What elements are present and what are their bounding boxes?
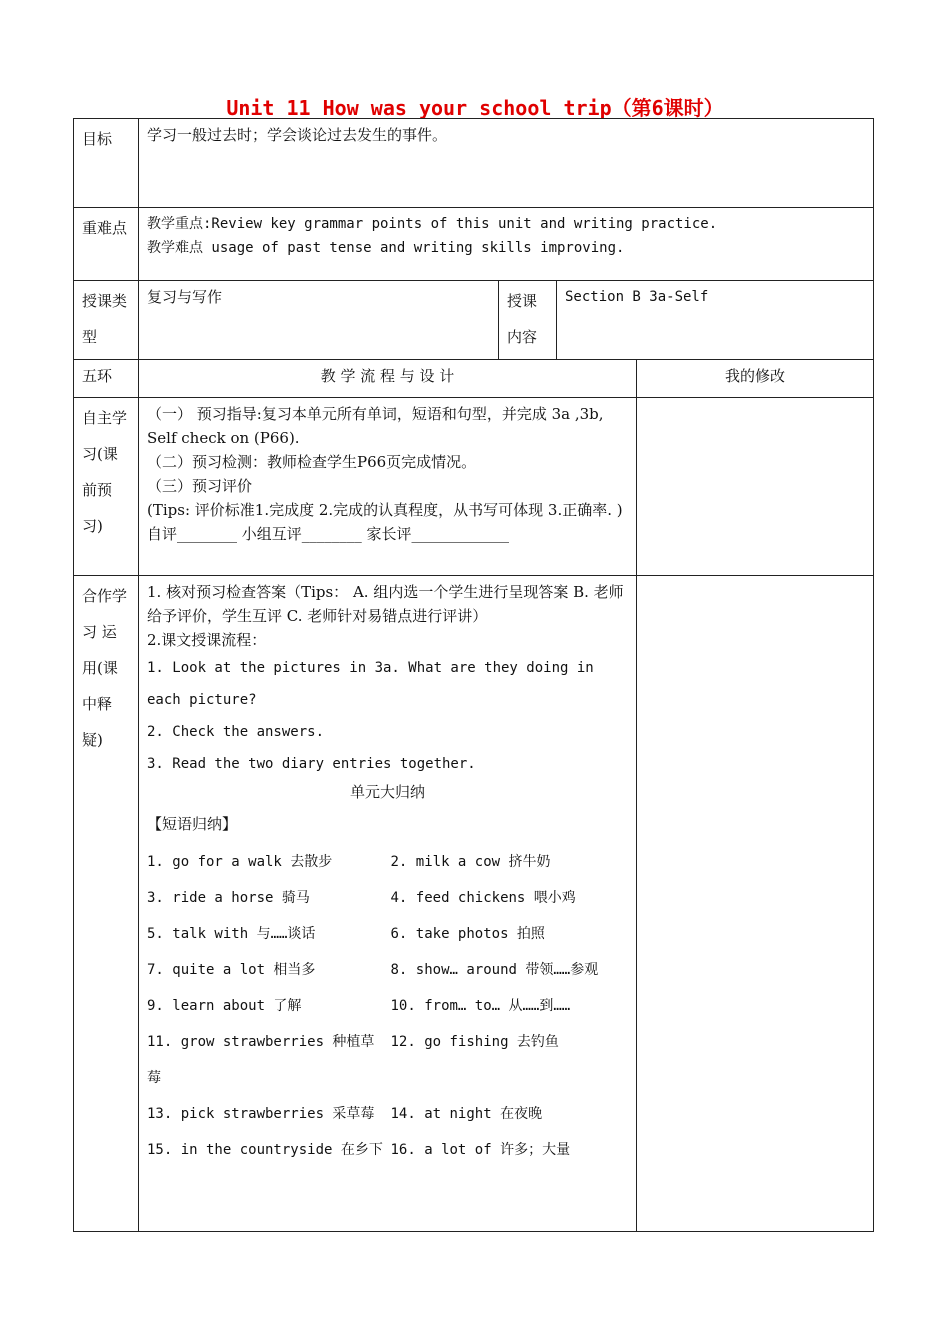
self-study-line4: (Tips: 评价标准1.完成度 2.完成的认真程度，从书写可体现 3.正确率. ) xyxy=(147,501,623,519)
coop-label: 合作学习 运 用(课中释疑) xyxy=(74,576,139,1232)
self-study-line2: （二）预习检测：教师检查学生P66页完成情况。 xyxy=(147,453,477,471)
phrase-item: 9. learn about 了解 xyxy=(147,998,302,1014)
phrase-item: 12. go fishing 去钓鱼 xyxy=(390,1034,559,1050)
lesson-type-value: 复习与写作 xyxy=(139,281,499,360)
phrase-item: 11. grow strawberries 种植草莓 xyxy=(147,1034,375,1086)
keypoints-label: 重难点 xyxy=(74,208,139,281)
keypoints-line2: 教学难点 usage of past tense and writing skills improving. xyxy=(147,240,625,256)
phrase-item: 5. talk with 与……谈话 xyxy=(147,926,316,942)
coop-line4: 2. Check the answers. xyxy=(147,724,325,740)
phrase-item: 4. feed chickens 喂小鸡 xyxy=(390,890,576,906)
self-study-line5: 自评________ 小组互评________ 家长评_____________ xyxy=(147,525,510,543)
phrase-item: 13. pick strawberries 采草莓 xyxy=(147,1106,375,1122)
lesson-content-value: Section B 3a-Self xyxy=(557,281,874,360)
lesson-type-label: 授课类型 xyxy=(74,281,139,360)
phrase-item: 15. in the countryside 在乡下 xyxy=(147,1142,383,1158)
header-col2: 教 学 流 程 与 设 计 xyxy=(139,360,637,398)
coop-line3: 1. Look at the pictures in 3a. What are they doing in each picture? xyxy=(147,660,594,708)
lesson-table xyxy=(73,118,874,1232)
self-study-line1: （一） 预习指导:复习本单元所有单词，短语和句型，并完成 3a ,3b, Self check on (P66). xyxy=(147,405,604,447)
goal-text: 学习一般过去时；学会谈论过去发生的事件。 xyxy=(139,119,874,208)
lesson-row xyxy=(74,281,874,360)
coop-line5: 3. Read the two diary entries together. xyxy=(147,756,476,772)
phrase-item: 14. at night 在夜晚 xyxy=(390,1106,543,1122)
self-study-row xyxy=(74,398,874,576)
coop-row xyxy=(74,576,874,1232)
phrase-item: 10. from… to… 从……到…… xyxy=(390,998,571,1014)
lesson-content-label: 授课内容 xyxy=(499,281,557,360)
header-col3: 我的修改 xyxy=(637,360,874,398)
goal-row xyxy=(74,119,874,208)
phrase-item: 16. a lot of 许多；大量 xyxy=(390,1142,571,1158)
phrase-item: 1. go for a walk 去散步 xyxy=(147,854,333,870)
summary-title: 单元大归纳 xyxy=(349,783,425,801)
coop-notes xyxy=(637,576,874,1232)
phrase-item: 7. quite a lot 相当多 xyxy=(147,962,316,978)
phrase-item: 2. milk a cow 挤牛奶 xyxy=(390,854,551,870)
header-col1: 五环 xyxy=(74,360,139,398)
header-row xyxy=(74,360,874,398)
phrase-title: 【短语归纳】 xyxy=(147,815,238,833)
phrase-item: 8. show… around 带领……参观 xyxy=(390,962,599,978)
phrase-item: 3. ride a horse 骑马 xyxy=(147,890,310,906)
self-study-line3: （三）预习评价 xyxy=(147,477,253,495)
keypoints-line1: 教学重点:Review key grammar points of this unit and writing practice. xyxy=(147,216,718,232)
self-study-notes xyxy=(637,398,874,576)
phrase-item: 6. take photos 拍照 xyxy=(390,926,545,942)
page-title: Unit 11 How was your school trip（第6课时） xyxy=(226,96,724,120)
coop-line1: 1. 核对预习检查答案（Tips： A. 组内选一个学生进行呈现答案 B. 老师给予评价，学生互评 C. 老师针对易错点进行评讲） xyxy=(147,583,624,625)
phrase-list xyxy=(147,844,628,1168)
goal-label: 目标 xyxy=(74,119,139,208)
coop-line2: 2.课文授课流程： xyxy=(147,631,267,649)
keypoints-row xyxy=(74,208,874,281)
self-study-label: 自主学习(课前预习) xyxy=(74,398,139,576)
